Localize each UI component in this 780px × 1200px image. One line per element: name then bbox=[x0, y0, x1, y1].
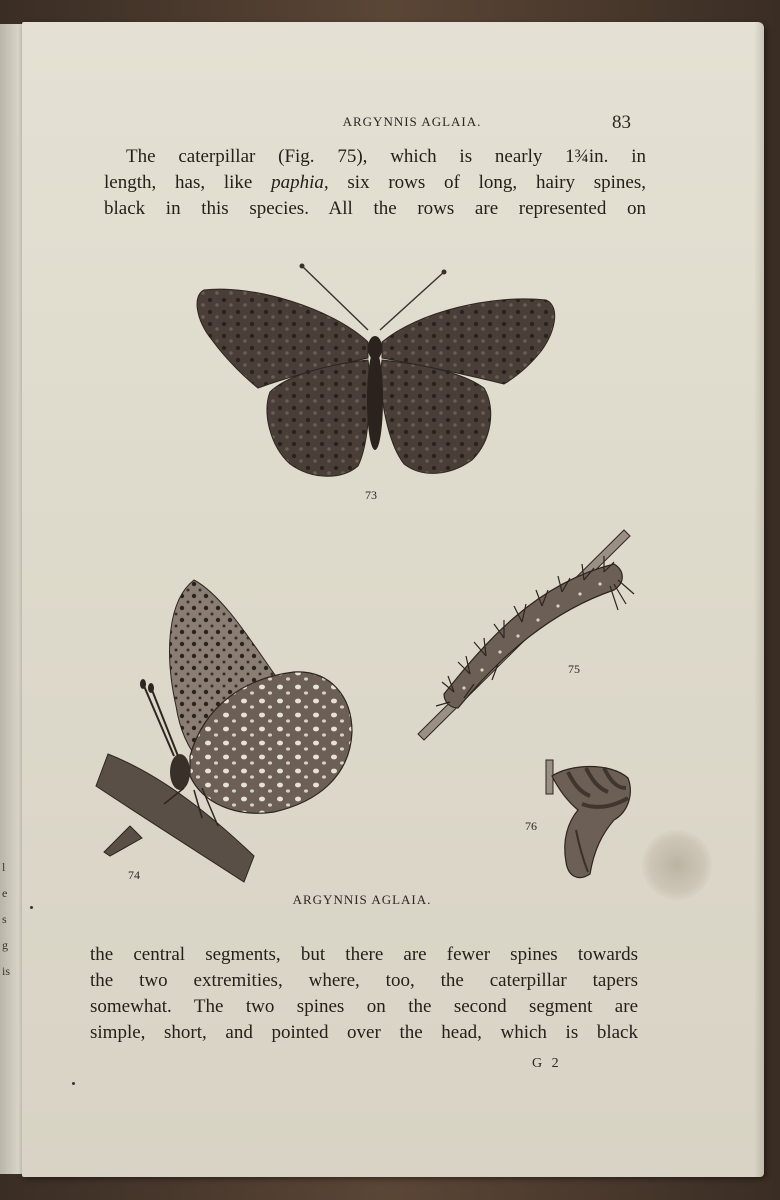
figure-74-butterfly-on-twig-illustration bbox=[94, 556, 364, 886]
figure-75-label: 75 bbox=[568, 662, 580, 676]
figure-74-label: 74 bbox=[128, 868, 140, 882]
text-line: black in this species. All the rows are represented on bbox=[104, 198, 646, 219]
paragraph-top bbox=[104, 144, 646, 222]
prev-page-fragment: g bbox=[2, 938, 8, 952]
paper-stain bbox=[642, 830, 712, 900]
figure-76-label: 76 bbox=[525, 819, 537, 833]
text-line: the two extremities, where, too, the caterpillar tapers bbox=[90, 970, 638, 991]
text-line: the central segments, but there are fewer spines towards bbox=[90, 944, 638, 965]
book-page bbox=[22, 22, 764, 1177]
paragraph-bottom bbox=[90, 942, 638, 1046]
prev-page-fragment: is bbox=[2, 964, 11, 978]
figure-75-caterpillar-illustration bbox=[414, 524, 639, 744]
ink-speck bbox=[30, 906, 33, 909]
page-number: 83 bbox=[612, 112, 631, 133]
running-head: ARGYNNIS AGLAIA. bbox=[342, 114, 482, 129]
italic-species-name: paphia, bbox=[271, 172, 329, 193]
text-line: simple, short, and pointed over the head, which is black bbox=[90, 1022, 638, 1043]
figure-73-butterfly-illustration bbox=[192, 260, 562, 485]
text-segment: length, has, like bbox=[104, 172, 272, 193]
text-line: The caterpillar (Fig. 75), which is nearly 1¾in. in bbox=[126, 146, 646, 167]
signature-mark: G 2 bbox=[532, 1056, 562, 1071]
figure-76-chrysalis-illustration bbox=[540, 754, 640, 884]
text-segment: six rows of long, hairy spines, bbox=[328, 172, 646, 193]
text-line bbox=[104, 170, 646, 196]
prev-page-fragment: s bbox=[2, 912, 7, 926]
prev-page-fragment: l bbox=[2, 860, 6, 874]
figure-caption: ARGYNNIS AGLAIA. bbox=[292, 892, 432, 907]
prev-page-fragment: e bbox=[2, 886, 8, 900]
page-edge-shadow bbox=[754, 22, 764, 1177]
text-line: somewhat. The two spines on the second segment are bbox=[90, 996, 638, 1017]
ink-speck bbox=[72, 1082, 75, 1085]
figure-73-label: 73 bbox=[365, 488, 377, 502]
